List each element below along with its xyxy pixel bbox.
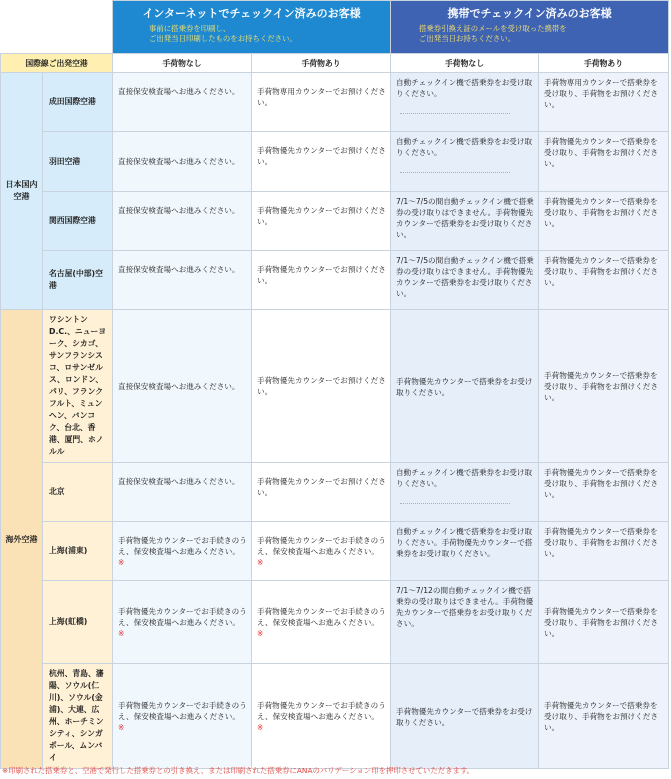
category-international-label: 海外空港 (5, 534, 38, 544)
header-internet (113, 1, 391, 54)
header-mobile-sub2: ご出発当日お持ちください。 (419, 34, 516, 43)
cell-internet-no-bag: 直接保安検査場へお進みください。 (113, 192, 252, 251)
header-mobile-title: 携帯でチェックイン済みのお客様 (447, 7, 612, 20)
cell-mobile-no-bag: 手荷物優先カウンターで搭乗券をお受け取りください。 (391, 310, 539, 463)
cell-mobile-no-bag (391, 463, 539, 522)
table-row (1, 463, 669, 522)
cell-text: 手荷物優先カウンターでお手続きのうえ、保安検査場へお進みください。 (118, 536, 247, 556)
cell-text: 手荷物優先カウンターでお手続きのうえ、保安検査場へお進みください。 (118, 700, 247, 721)
cell-internet-with-bag (252, 581, 391, 664)
dotted-divider (400, 113, 510, 114)
header-mobile (391, 1, 669, 54)
airport-name: 成田国際空港 (43, 73, 113, 132)
cell-text: 自動チェックイン機で搭乗券をお受け取りください。 (396, 468, 533, 488)
dotted-divider (400, 503, 510, 504)
cell-internet-with-bag: 手荷物優先カウンターでお預けください。 (252, 463, 391, 522)
cell-internet-no-bag: 直接保安検査場へお進みください。 (113, 73, 252, 132)
corner-blank (1, 1, 113, 54)
cell-mobile-with-bag: 手荷物優先カウンターで搭乗券を受け取り、手荷物をお預けください。 (539, 251, 669, 310)
dotted-divider (400, 172, 510, 173)
col-internet-with-bag: 手荷物あり (252, 54, 391, 73)
cell-mobile-with-bag: 手荷物優先カウンターで搭乗券を受け取り、手荷物をお預けください。 (539, 192, 669, 251)
cell-text: 手荷物優先カウンターでお手続きのうえ、保安検査場へお進みください。 (257, 700, 386, 721)
cell-internet-no-bag: 直接保安検査場へお進みください。 (113, 310, 252, 463)
cell-mobile-with-bag: 手荷物専用カウンターで搭乗券を受け取り、手荷物をお預けください。 (539, 73, 669, 132)
footnote: ※印刷された搭乗券と、空港で発行した搭乗券との引き換え、または印刷された搭乗券にANAのバリデーション印を押印させていただきます。 (2, 766, 475, 775)
cell-internet-no-bag (113, 664, 252, 769)
header-internet-sub1: 事前に搭乗券を印刷し、 (149, 24, 231, 33)
cell-mobile-no-bag: 7/1～7/5の間自動チェックイン機で搭乗券の受け取りはできません。手荷物優先カウンターで搭乗券をお受け取りください。 (391, 251, 539, 310)
airport-name: 上海(浦東) (43, 522, 113, 581)
cell-internet-with-bag (252, 664, 391, 769)
cell-text: 自動チェックイン機で搭乗券をお受け取りください。 (396, 78, 533, 98)
cell-text: 自動チェックイン機で搭乗券をお受け取りください。 (396, 137, 533, 157)
cell-internet-no-bag: 直接保安検査場へお進みください。 (113, 132, 252, 192)
cell-internet-with-bag: 手荷物優先カウンターでお預けください。 (252, 192, 391, 251)
category-domestic (1, 73, 43, 310)
cell-text: 手荷物優先カウンターでお手続きのうえ、保安検査場へお進みください。 (257, 536, 386, 556)
header-internet-sub2: ご出発当日印刷したものをお持ちください。 (149, 34, 297, 43)
table-row (1, 132, 669, 192)
table-row (1, 192, 669, 251)
col-internet-no-bag: 手荷物なし (113, 54, 252, 73)
note-mark: ※ (257, 558, 264, 567)
note-mark: ※ (118, 628, 125, 638)
table-row (1, 664, 669, 769)
airport-name: 関西国際空港 (43, 192, 113, 251)
cell-internet-no-bag: 直接保安検査場へお進みください。 (113, 251, 252, 310)
table-row (1, 251, 669, 310)
col-mobile-with-bag: 手荷物あり (539, 54, 669, 73)
cell-text: 手荷物優先カウンターでお手続きのうえ、保安検査場へお進みください。 (257, 606, 386, 627)
airport-name: 名古屋(中部)空港 (43, 251, 113, 310)
table-row (1, 522, 669, 581)
cell-internet-with-bag: 手荷物優先カウンターでお預けください。 (252, 132, 391, 192)
airport-name: 羽田空港 (43, 132, 113, 192)
cell-mobile-no-bag: 7/1～7/12の間自動チェックイン機で搭乗券の受け取りはできません。手荷物優先カウンターで搭乗券をお受け取りください。 (391, 581, 539, 664)
airport-name: ワシントンD.C.、ニューヨーク、シカゴ、サンフランシスコ、ロサンゼルス、ロンドン、パリ、フランクフルト、ミュンヘン、バンコク、台北、香港、厦門、ホノルル (43, 310, 113, 463)
airport-column-header: 国際線ご出発空港 (1, 54, 113, 73)
cell-mobile-no-bag (391, 132, 539, 192)
cell-mobile-with-bag: 手荷物優先カウンターで搭乗券を受け取り、手荷物をお預けください。 (539, 463, 669, 522)
airport-name: 杭州、青島、瀋陽、ソウル(仁川)、ソウル(金浦)、大連、広州、ホーチミンシティ、シンガポール、ムンバイ (43, 664, 113, 769)
header-internet-title: インターネットでチェックイン済みのお客様 (142, 7, 361, 20)
cell-internet-with-bag: 手荷物優先カウンターでお預けください。 (252, 251, 391, 310)
airport-name: 上海(虹橋) (43, 581, 113, 664)
cell-mobile-no-bag: 手荷物優先カウンターで搭乗券をお受け取りください。 (391, 664, 539, 769)
cell-mobile-with-bag: 手荷物優先カウンターで搭乗券を受け取り、手荷物をお預けください。 (539, 522, 669, 581)
cell-internet-no-bag (113, 522, 252, 581)
category-international (1, 310, 43, 769)
cell-internet-with-bag: 手荷物優先カウンターでお預けください。 (252, 310, 391, 463)
cell-internet-no-bag: 直接保安検査場へお進みください。 (113, 463, 252, 522)
cell-internet-with-bag: 手荷物専用カウンターでお預けください。 (252, 73, 391, 132)
cell-internet-no-bag (113, 581, 252, 664)
cell-text: 手荷物優先カウンターでお手続きのうえ、保安検査場へお進みください。 (118, 606, 247, 627)
col-mobile-no-bag: 手荷物なし (391, 54, 539, 73)
header-mobile-sub1: 搭乗券引換え証のメールを受け取った携帯を (419, 24, 567, 33)
cell-mobile-with-bag: 手荷物優先カウンターで搭乗券を受け取り、手荷物をお預けください。 (539, 132, 669, 192)
table-row (1, 581, 669, 664)
cell-mobile-no-bag (391, 73, 539, 132)
table-row (1, 310, 669, 463)
category-domestic-label: 日本国内空港 (5, 180, 38, 201)
cell-mobile-with-bag: 手荷物優先カウンターで搭乗券を受け取り、手荷物をお預けください。 (539, 310, 669, 463)
cell-internet-with-bag (252, 522, 391, 581)
airport-name: 北京 (43, 463, 113, 522)
note-mark: ※ (257, 722, 264, 732)
note-mark: ※ (118, 722, 125, 732)
note-mark: ※ (118, 558, 125, 567)
cell-mobile-with-bag: 手荷物優先カウンターで搭乗券を受け取り、手荷物をお預けください。 (539, 664, 669, 769)
cell-mobile-with-bag: 手荷物優先カウンターで搭乗券を受け取り、手荷物をお預けください。 (539, 581, 669, 664)
table-row (1, 73, 669, 132)
note-mark: ※ (257, 628, 264, 638)
cell-mobile-no-bag: 自動チェックイン機で搭乗券をお受け取りください。手荷物優先カウンターで搭乗券をお受け取りください。 (391, 522, 539, 581)
cell-mobile-no-bag: 7/1～7/5の間自動チェックイン機で搭乗券の受け取りはできません。手荷物優先カウンターで搭乗券をお受け取りください。 (391, 192, 539, 251)
